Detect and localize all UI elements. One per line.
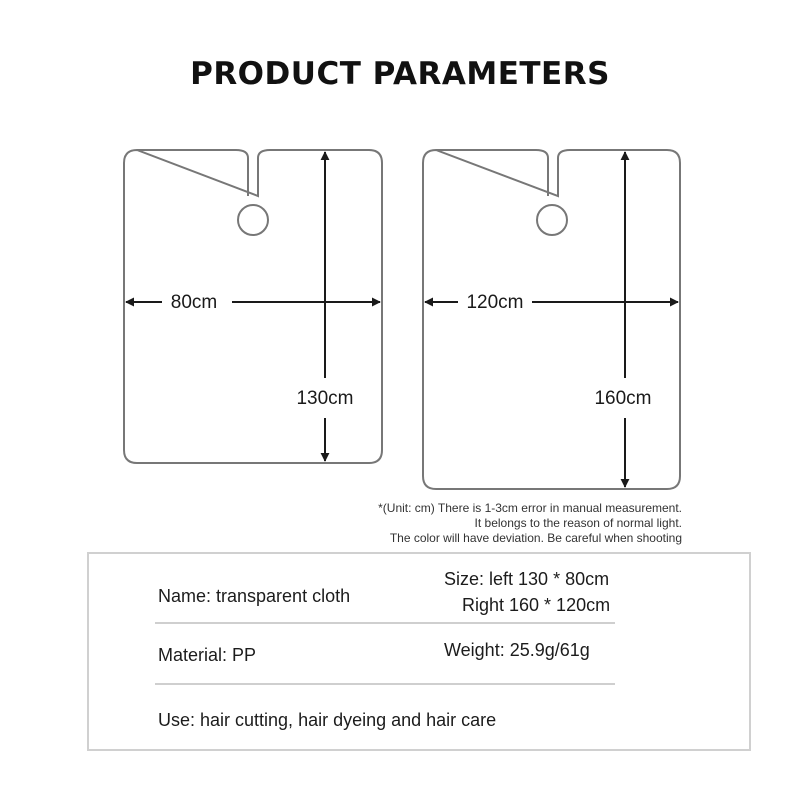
right-cape xyxy=(423,150,680,489)
left-height-label: 130cm xyxy=(296,388,354,409)
spec-size-right: Right 160 * 120cm xyxy=(462,595,611,615)
page-title: PRODUCT PARAMETERS xyxy=(190,56,610,92)
measurement-note-line-1: *(Unit: cm) There is 1-3cm error in manual measurement. xyxy=(378,501,682,515)
right-height-label: 160cm xyxy=(594,388,652,409)
right-cape-neck-hole xyxy=(537,205,567,235)
spec-divider-1 xyxy=(155,622,615,624)
right-cape-outline xyxy=(423,150,680,489)
spec-size-left: Size: left 130 * 80cm xyxy=(444,569,610,589)
left-cape xyxy=(124,150,382,463)
spec-material: Material: PP xyxy=(158,645,257,665)
spec-weight: Weight: 25.9g/61g xyxy=(444,640,590,660)
left-width-label: 80cm xyxy=(170,292,218,313)
spec-divider-2 xyxy=(155,683,615,685)
right-width-label: 120cm xyxy=(466,292,524,313)
left-cape-neck-hole xyxy=(238,205,268,235)
spec-name: Name: transparent cloth xyxy=(158,586,351,606)
measurement-note-line-2: It belongs to the reason of normal light. xyxy=(474,516,682,530)
measurement-note-line-3: The color will have deviation. Be careful when shooting xyxy=(389,531,682,545)
spec-use: Use: hair cutting, hair dyeing and hair care xyxy=(158,710,497,730)
left-cape-outline xyxy=(124,150,382,463)
